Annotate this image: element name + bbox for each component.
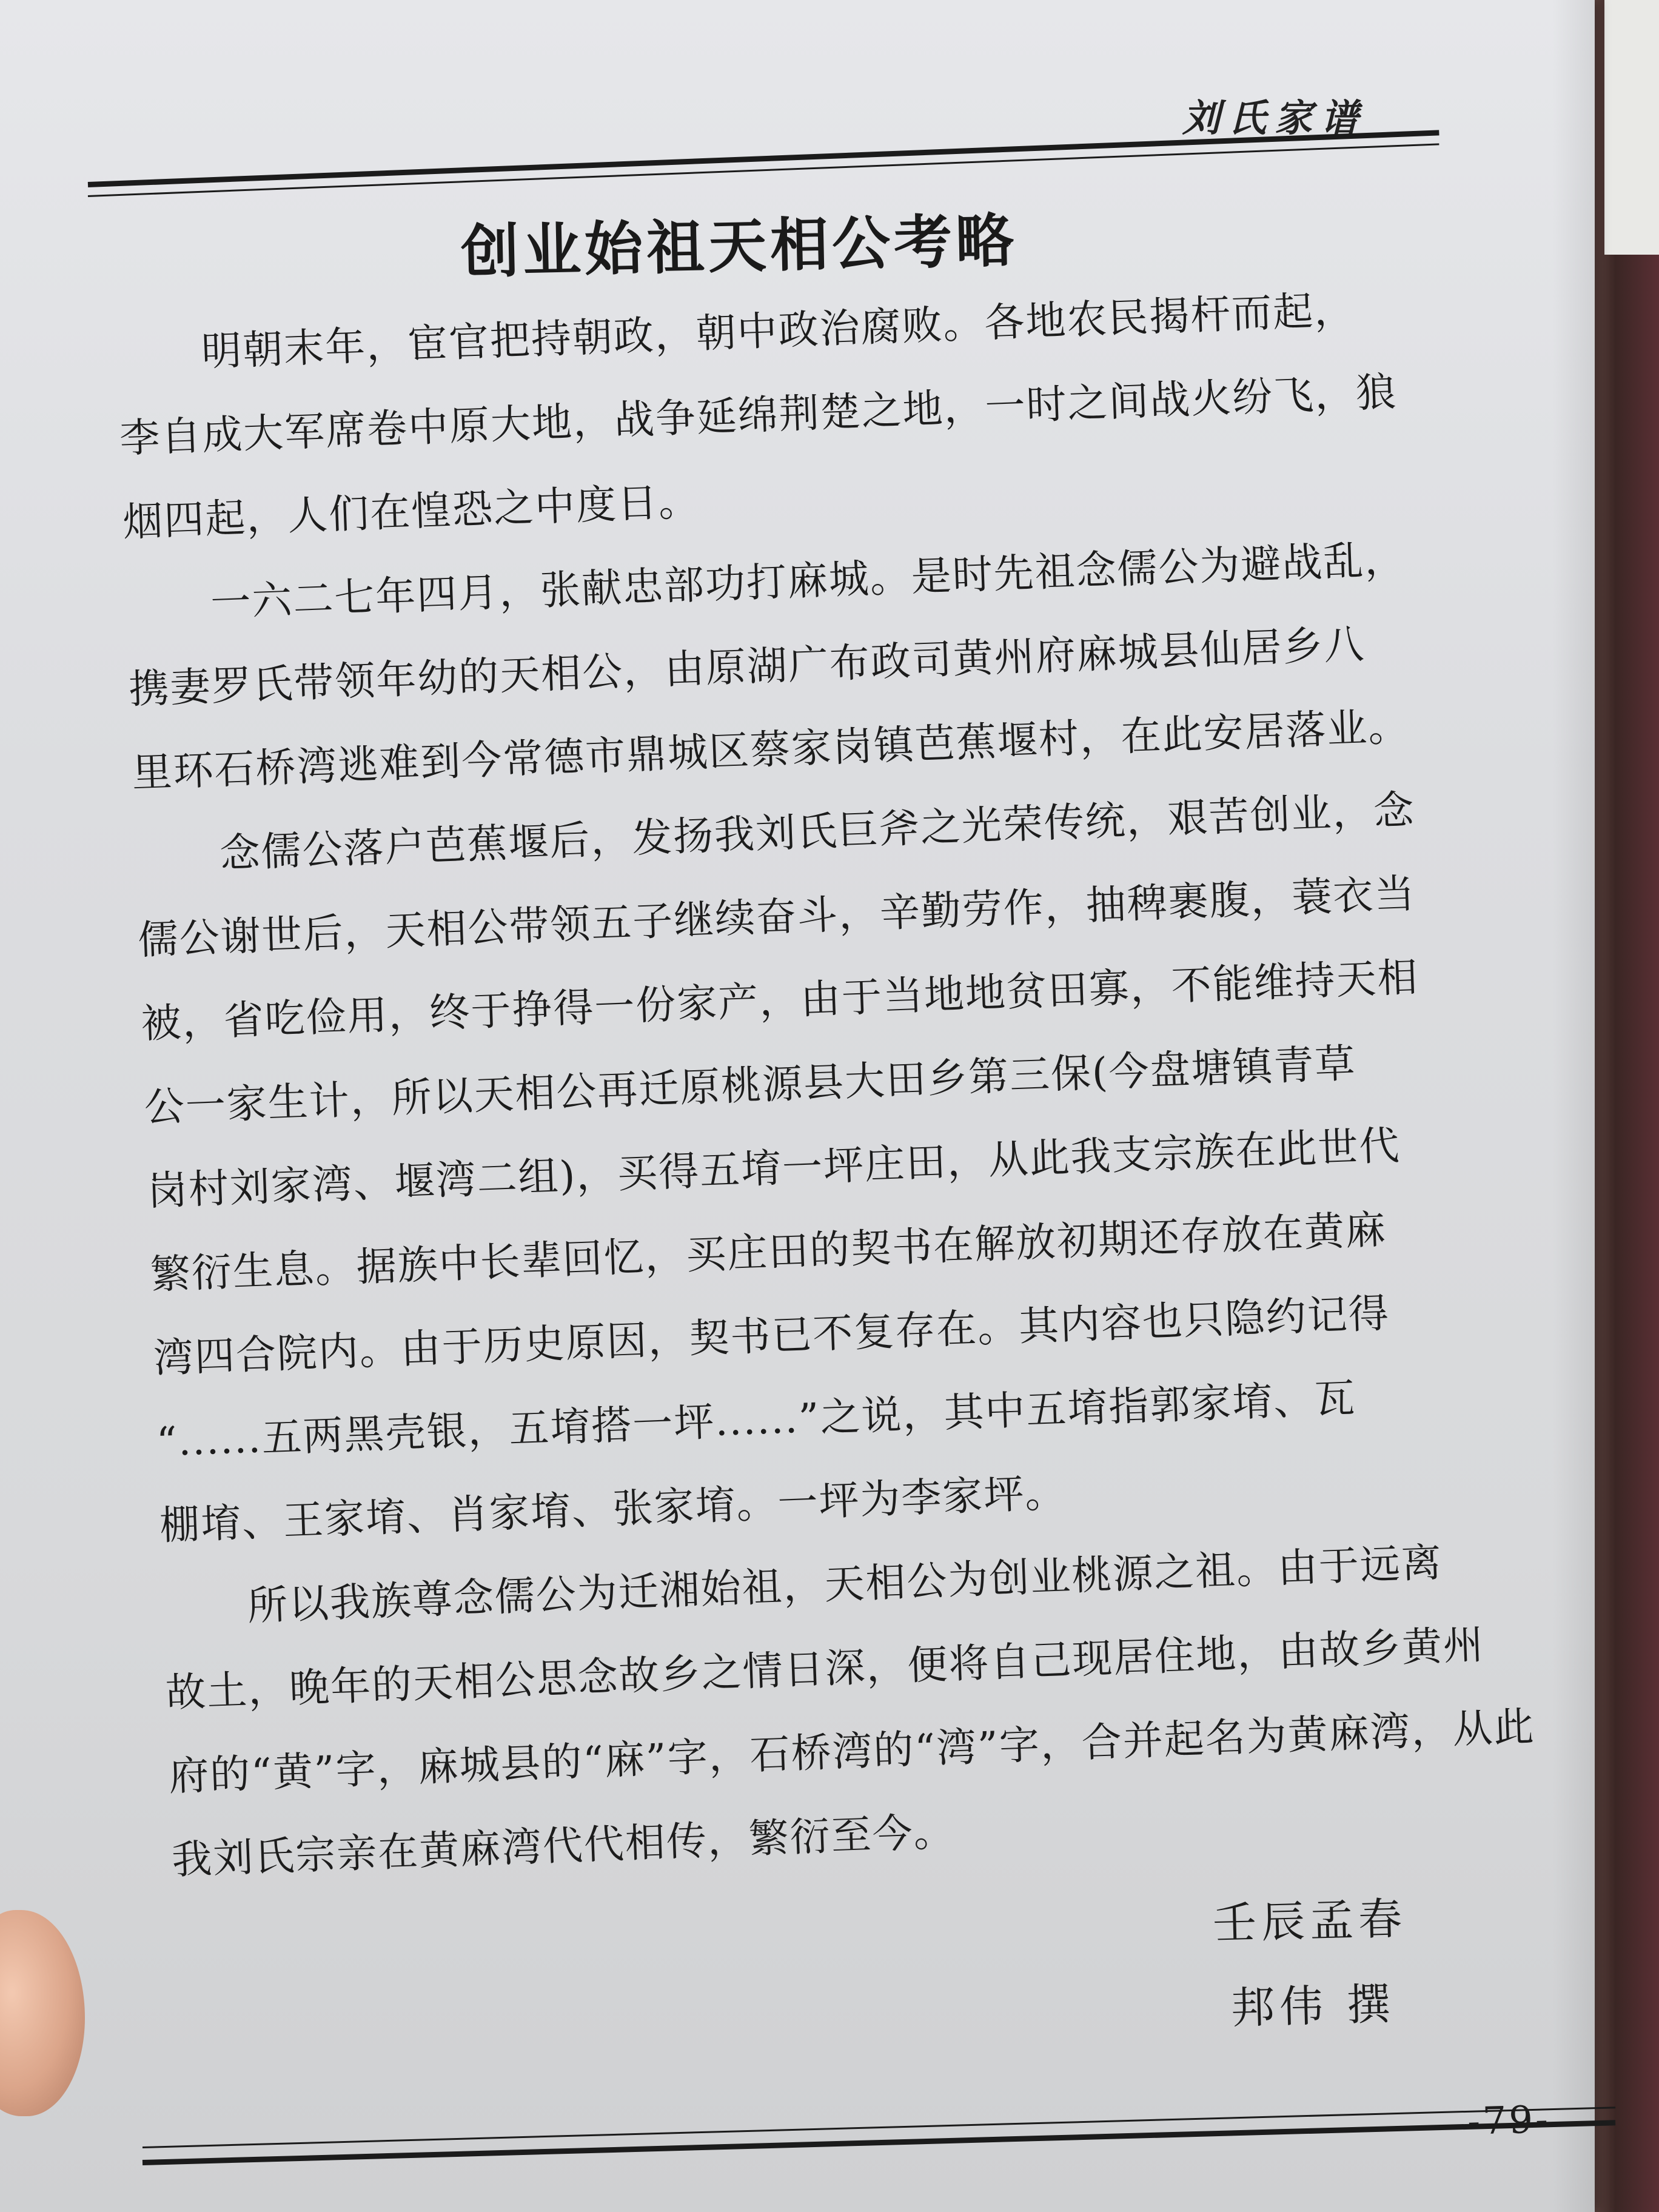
- text-line: 念儒公落户芭蕉堰后，发扬我刘氏巨斧之光荣传统，艰苦创业，念: [219, 786, 1416, 877]
- article-body: [115, 264, 1567, 1905]
- signature-date: 壬辰孟春: [1212, 1892, 1408, 1949]
- page-edge-shadow: [1552, 0, 1595, 2212]
- text-line: 烟四起，人们在惶恐之中度日。: [122, 477, 701, 546]
- signature-author: 邦伟 撰: [1230, 1978, 1396, 2034]
- text-line: 公一家生计，所以天相公再迁原桃源县大田乡第三保(今盘塘镇青草: [143, 1039, 1357, 1131]
- text-line: 棚堉、王家堉、肖家堉、张家堉。一坪为李家坪。: [158, 1469, 1067, 1549]
- text-line: 故土，晚年的天相公思念故乡之情日深，便将自己现居住地，由故乡黄州: [164, 1621, 1486, 1717]
- header-rule-thin: [88, 143, 1439, 197]
- article-title: 创业始祖天相公考略: [460, 206, 1019, 286]
- text-line: 里环石桥湾逃难到今常德市鼎城区蔡家岗镇芭蕉堰村，在此安居落业。: [131, 703, 1410, 797]
- text-line: 被，省吃俭用，终于挣得一份家产，由于当地地贫田寡，不能维持天相: [140, 953, 1419, 1048]
- header-rule-thick: [88, 130, 1439, 187]
- text-line: 岗村刘家湾、堰湾二组)，买得五堉一坪庄田，从此我支宗族在此世代: [146, 1122, 1401, 1215]
- running-head: 刘氏家谱: [1182, 96, 1367, 140]
- text-line: 所以我族尊念儒公为迁湘始祖，天相公为创业桃源之祖。由于远离: [246, 1539, 1444, 1630]
- text-line: 繁衍生息。据族中长辈回忆，买庄田的契书在解放初期还存放在黄麻: [149, 1206, 1388, 1298]
- text-line: 府的“黄”字，麻城县的“麻”字，石桥湾的“湾”字，合并起名为黄麻湾，从此: [167, 1703, 1536, 1800]
- background-desk: [1586, 0, 1659, 2212]
- text-line: 我刘氏宗亲在黄麻湾代代相传，繁衍至今。: [171, 1808, 956, 1884]
- text-line: 儒公谢世后，天相公带领五子继续奋斗，辛勤劳作，抽稗裹腹，蓑衣当: [137, 870, 1416, 964]
- page-number: -79-: [1467, 2097, 1551, 2143]
- background-paper-corner: [1604, 0, 1659, 255]
- text-line: 明朝末年，宦官把持朝政，朝中政治腐败。各地农民揭杆而起，: [200, 286, 1356, 375]
- text-line: 湾四合院内。由于历史原因，契书已不复存在。其内容也只隐约记得: [152, 1290, 1391, 1382]
- text-line: 一六二七年四月，张献忠部功打麻城。是时先祖念儒公为避战乱，: [210, 535, 1407, 626]
- text-line: 携妻罗氏带领年幼的天相公，由原湖广布政司黄州府麻城县仙居乡八: [128, 620, 1366, 713]
- text-line: 李自成大军席卷中原大地，战争延绵荆楚之地，一时之间战火纷飞，狼: [119, 368, 1398, 462]
- text-line: “......五两黑壳银，五堉搭一坪......”之说，其中五堉指郭家堉、瓦: [155, 1375, 1357, 1466]
